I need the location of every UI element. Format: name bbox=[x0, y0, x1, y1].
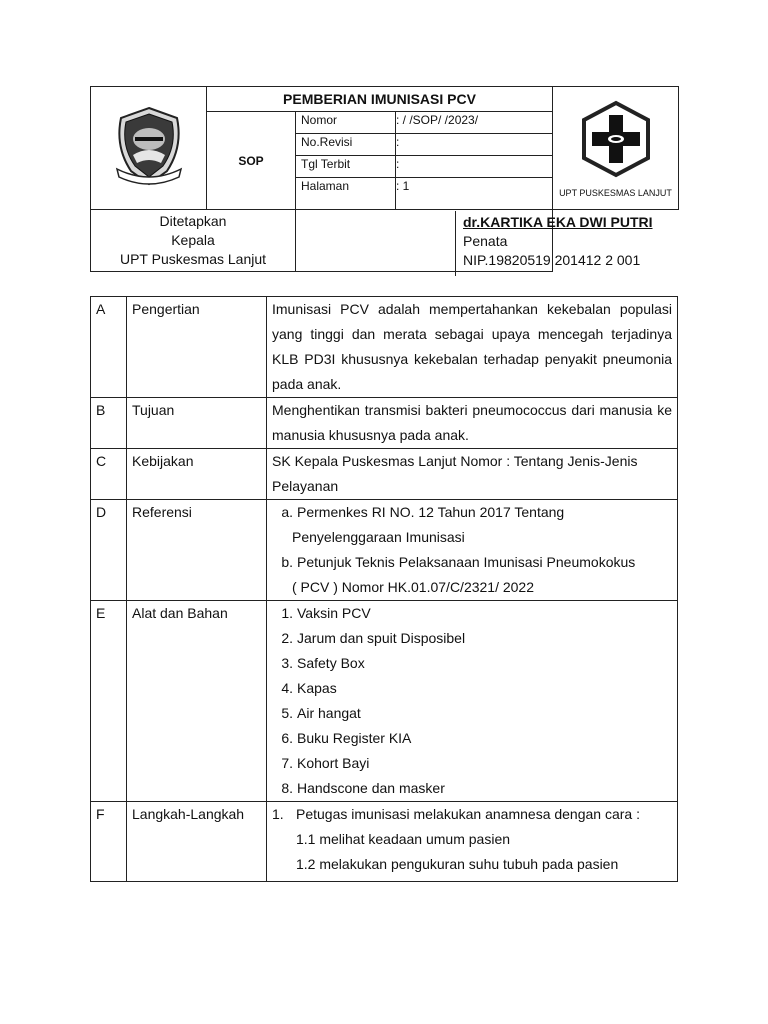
section-letter: C bbox=[91, 449, 127, 500]
list-item: 6. Buku Register KIA bbox=[281, 730, 412, 746]
section-letter: D bbox=[91, 500, 127, 601]
section-text: Menghentikan transmisi bakteri pneumococcus dari manusia ke manusia khususnya pada anak. bbox=[267, 398, 678, 449]
meta-value-terbit: : bbox=[396, 156, 553, 178]
signature-line2: Kepala bbox=[171, 232, 215, 248]
section-row-f bbox=[91, 802, 678, 882]
puskesmas-caption: UPT PUSKESMAS LANJUT bbox=[559, 187, 672, 198]
list-item: b. Petunjuk Teknis Pelaksanaan Imunisasi Pneumokokus bbox=[281, 554, 636, 570]
sub-step: 1.2 melakukan pengukuran suhu tubuh pada pasien bbox=[296, 856, 619, 872]
sop-title: PEMBERIAN IMUNISASI PCV bbox=[207, 87, 553, 112]
meta-value-revisi: : bbox=[396, 134, 553, 156]
puskesmas-cross-logo bbox=[576, 99, 656, 179]
list-item: a. Permenkes RI NO. 12 Tahun 2017 Tentang bbox=[281, 504, 565, 520]
meta-label-nomor: Nomor bbox=[296, 112, 396, 134]
signatory-nip: NIP.19820519 201412 2 001 bbox=[463, 252, 641, 268]
section-letter: E bbox=[91, 601, 127, 802]
section-text: SK Kepala Puskesmas Lanjut Nomor : Tentang Jenis-Jenis Pelayanan bbox=[267, 449, 678, 500]
section-label: Langkah-Langkah bbox=[127, 802, 267, 882]
list-item: 5. Air hangat bbox=[281, 705, 361, 721]
regency-emblem-logo bbox=[111, 105, 187, 187]
section-label: Referensi bbox=[127, 500, 267, 601]
section-row-d bbox=[91, 500, 678, 601]
signature-divider bbox=[455, 211, 456, 276]
section-row-a bbox=[91, 297, 678, 398]
section-letter: A bbox=[91, 297, 127, 398]
section-row-e bbox=[91, 601, 678, 802]
meta-label-revisi: No.Revisi bbox=[296, 134, 396, 156]
signature-left bbox=[91, 210, 296, 272]
signatory-rank: Penata bbox=[463, 233, 508, 249]
signatory-name: dr.KARTIKA EKA DWI PUTRI bbox=[463, 214, 653, 230]
steps-list bbox=[267, 802, 678, 882]
signature-line1: Ditetapkan bbox=[159, 213, 227, 229]
left-logo-cell bbox=[91, 87, 207, 210]
section-letter: B bbox=[91, 398, 127, 449]
list-item: 1. Petugas imunisasi melakukan anamnesa dengan cara : bbox=[272, 806, 640, 822]
section-letter: F bbox=[91, 802, 127, 882]
list-item: 7. Kohort Bayi bbox=[281, 755, 370, 771]
section-label: Pengertian bbox=[127, 297, 267, 398]
meta-label-halaman: Halaman bbox=[296, 178, 396, 210]
signature-block-right bbox=[457, 213, 675, 270]
section-row-b bbox=[91, 398, 678, 449]
section-text: Imunisasi PCV adalah mempertahankan kekebalan populasi yang tinggi dan merata sebagai upaya mencegah terjadinya KLB PD3I khususnya kekebalan terhadap penyakit pneumonia pada anak. bbox=[267, 297, 678, 398]
list-item-continuation: Penyelenggaraan Imunisasi bbox=[292, 529, 465, 545]
list-item: 3. Safety Box bbox=[281, 655, 365, 671]
reference-list bbox=[267, 500, 678, 601]
section-label: Kebijakan bbox=[127, 449, 267, 500]
list-item: 1. Vaksin PCV bbox=[281, 605, 371, 621]
section-label: Alat dan Bahan bbox=[127, 601, 267, 802]
sop-content-table bbox=[90, 296, 678, 882]
list-item-continuation: ( PCV ) Nomor HK.01.07/C/2321/ 2022 bbox=[292, 579, 535, 595]
sop-label: SOP bbox=[207, 112, 296, 210]
meta-value-nomor: : / /SOP/ /2023/ bbox=[396, 112, 553, 134]
sub-step: 1.1 melihat keadaan umum pasien bbox=[296, 831, 511, 847]
meta-value-halaman: : 1 bbox=[396, 178, 553, 210]
list-item: 4. Kapas bbox=[281, 680, 337, 696]
section-label: Tujuan bbox=[127, 398, 267, 449]
list-item: 2. Jarum dan spuit Disposibel bbox=[281, 630, 466, 646]
right-logo-cell bbox=[553, 87, 679, 210]
materials-list bbox=[267, 601, 678, 802]
signature-line3: UPT Puskesmas Lanjut bbox=[119, 251, 267, 267]
meta-label-terbit: Tgl Terbit bbox=[296, 156, 396, 178]
list-item: 8. Handscone dan masker bbox=[281, 780, 445, 796]
section-row-c bbox=[91, 449, 678, 500]
